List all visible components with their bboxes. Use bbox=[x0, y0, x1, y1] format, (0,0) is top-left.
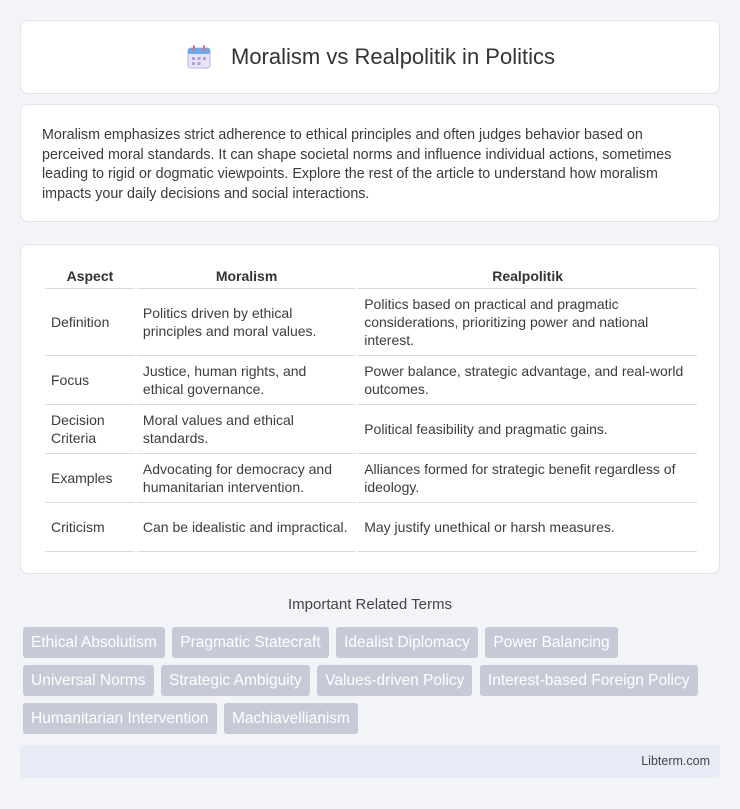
row-aspect: Criticism bbox=[45, 503, 135, 552]
related-term-tag[interactable]: Values-driven Policy bbox=[317, 665, 472, 696]
header-realpolitik: Realpolitik bbox=[358, 264, 697, 289]
row-realpolitik: Alliances formed for strategic benefit regardless of ideology. bbox=[358, 454, 697, 503]
row-realpolitik: May justify unethical or harsh measures. bbox=[358, 503, 697, 552]
header-moralism: Moralism bbox=[137, 264, 356, 289]
related-term-tag[interactable]: Power Balancing bbox=[485, 627, 617, 658]
related-terms-list bbox=[23, 627, 723, 741]
row-moralism: Can be idealistic and impractical. bbox=[137, 503, 356, 552]
intro-card bbox=[20, 104, 720, 222]
related-term-tag[interactable]: Pragmatic Statecraft bbox=[172, 627, 328, 658]
related-term-tag[interactable]: Universal Norms bbox=[23, 665, 154, 696]
table-row bbox=[45, 289, 697, 356]
row-moralism: Justice, human rights, and ethical governance. bbox=[137, 356, 356, 405]
related-terms-title: Important Related Terms bbox=[288, 596, 452, 613]
calendar-icon bbox=[185, 43, 213, 71]
row-realpolitik: Political feasibility and pragmatic gains. bbox=[358, 405, 697, 454]
related-term-tag[interactable]: Idealist Diplomacy bbox=[336, 627, 478, 658]
row-realpolitik: Power balance, strategic advantage, and real-world outcomes. bbox=[358, 356, 697, 405]
row-aspect: Examples bbox=[45, 454, 135, 503]
related-term-tag[interactable]: Machiavellianism bbox=[224, 703, 358, 734]
related-term-tag[interactable]: Ethical Absolutism bbox=[23, 627, 165, 658]
header-aspect: Aspect bbox=[45, 264, 135, 289]
row-aspect: Focus bbox=[45, 356, 135, 405]
row-aspect: Definition bbox=[45, 289, 135, 356]
comparison-table-card bbox=[20, 244, 720, 574]
table-row bbox=[45, 454, 697, 503]
table-header-row bbox=[45, 264, 697, 289]
table-row bbox=[45, 356, 697, 405]
table-row bbox=[45, 503, 697, 552]
row-moralism: Moral values and ethical standards. bbox=[137, 405, 356, 454]
related-term-tag[interactable]: Interest-based Foreign Policy bbox=[480, 665, 698, 696]
intro-text: Moralism emphasizes strict adherence to ethical principles and often judges behavior based on perceived moral standards. It can shape societal norms and influence individual actions, sometimes leading to rigid or dogmatic viewpoints. Explore the rest of the article to understand how moralism impacts your daily decisions and social interactions. bbox=[42, 127, 672, 202]
row-moralism: Advocating for democracy and humanitarian intervention. bbox=[137, 454, 356, 503]
row-realpolitik: Politics based on practical and pragmatic considerations, prioritizing power and national interest. bbox=[358, 289, 697, 356]
related-term-tag[interactable]: Strategic Ambiguity bbox=[161, 665, 310, 696]
header-card bbox=[20, 20, 720, 94]
related-term-tag[interactable]: Humanitarian Intervention bbox=[23, 703, 217, 734]
row-aspect: Decision Criteria bbox=[45, 405, 135, 454]
footer-site-link[interactable]: Libterm.com bbox=[641, 754, 710, 768]
row-moralism: Politics driven by ethical principles and moral values. bbox=[137, 289, 356, 356]
table-row bbox=[45, 405, 697, 454]
footer bbox=[20, 745, 720, 778]
page-title: Moralism vs Realpolitik in Politics bbox=[231, 44, 555, 69]
comparison-table bbox=[43, 264, 699, 552]
